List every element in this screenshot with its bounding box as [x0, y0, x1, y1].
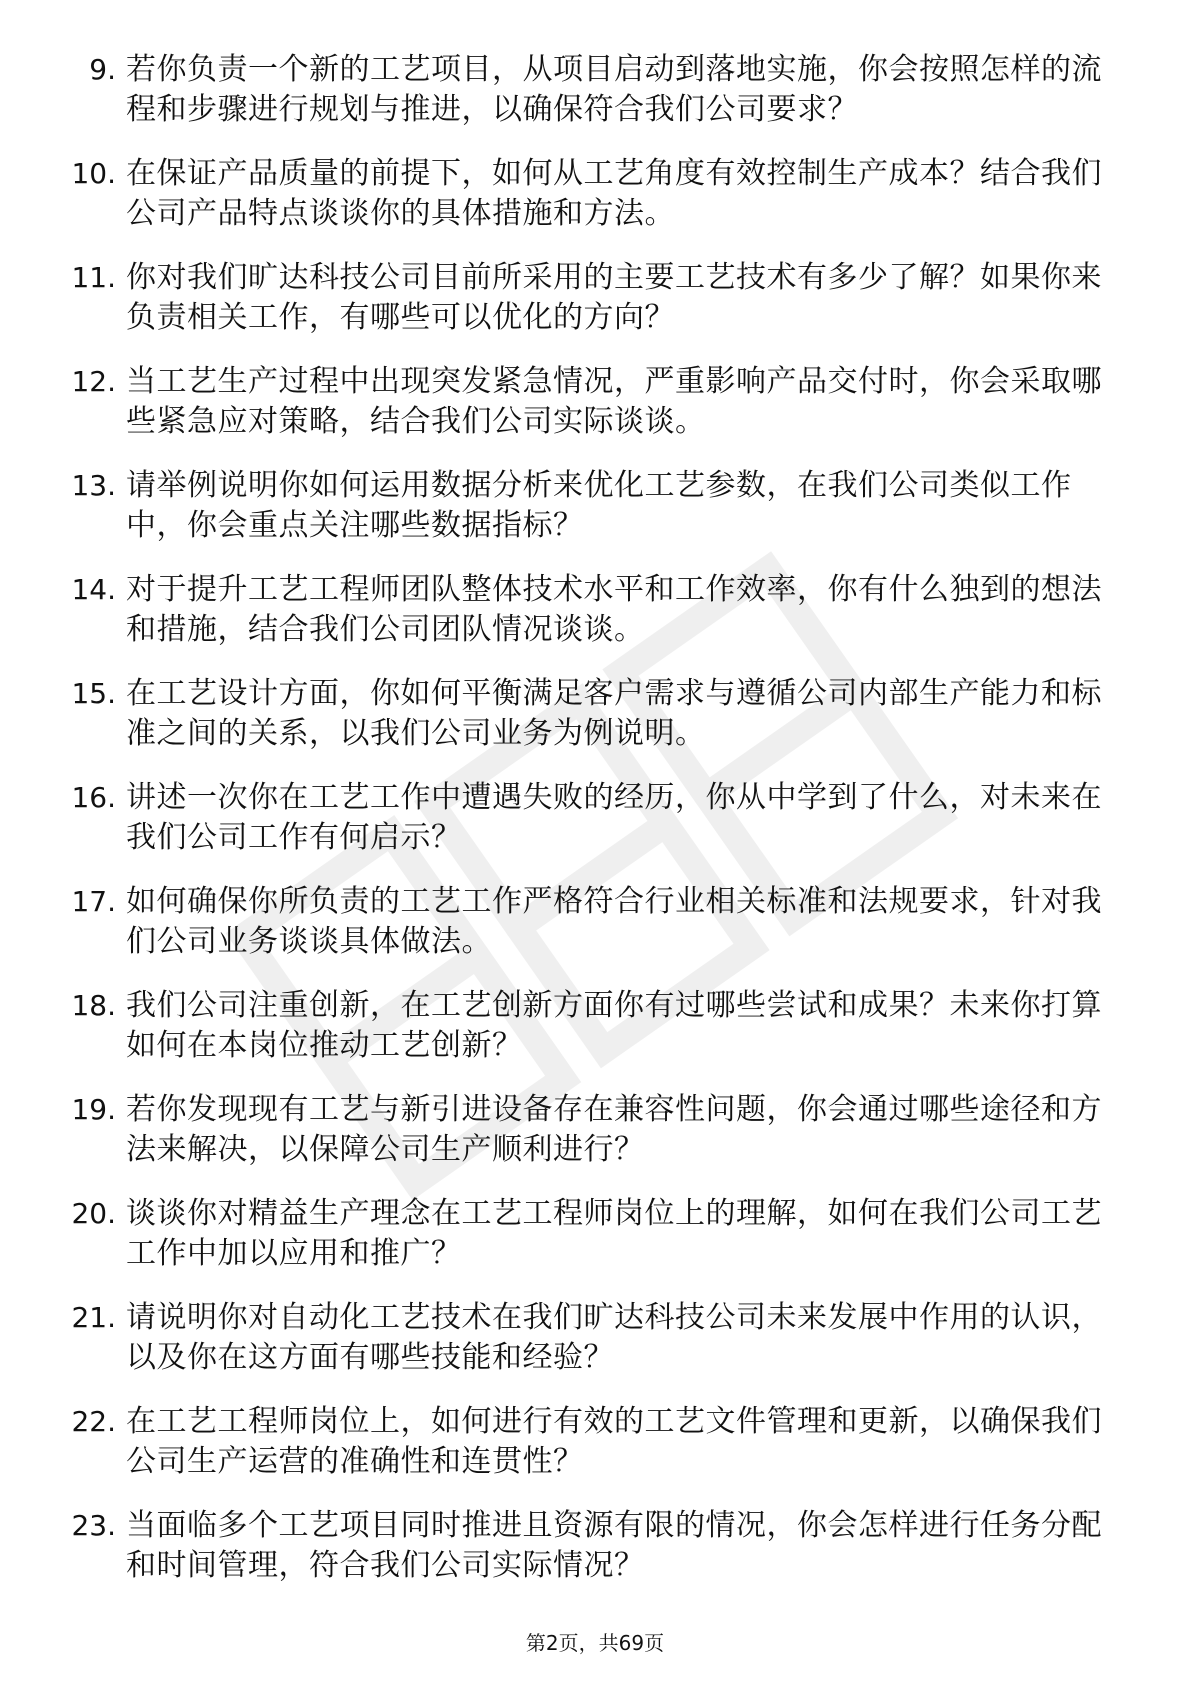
question-text: 在保证产品质量的前提下，如何从工艺角度有效控制生产成本？结合我们公司产品特点谈谈你的具体措施和方法。 — [126, 156, 1102, 231]
question-number: 12. — [71, 365, 116, 398]
question-item — [58, 986, 1128, 1090]
question-item — [58, 570, 1128, 674]
question-number: 21. — [71, 1301, 116, 1334]
question-number: 10. — [71, 157, 116, 190]
question-number: 14. — [71, 573, 116, 606]
question-text: 我们公司注重创新，在工艺创新方面你有过哪些尝试和成果？未来你打算如何在本岗位推动工艺创新？ — [126, 988, 1102, 1063]
question-item — [58, 466, 1128, 570]
page-number-label: 第2页，共69页 — [525, 1631, 665, 1655]
question-item — [58, 778, 1128, 882]
question-text: 若你负责一个新的工艺项目，从项目启动到落地实施，你会按照怎样的流程和步骤进行规划与推进，以确保符合我们公司要求？ — [126, 52, 1102, 127]
question-text: 请说明你对自动化工艺技术在我们旷达科技公司未来发展中作用的认识，以及你在这方面有哪些技能和经验？ — [126, 1300, 1102, 1375]
question-item — [58, 674, 1128, 778]
question-number: 15. — [71, 677, 116, 710]
question-text: 当面临多个工艺项目同时推进且资源有限的情况，你会怎样进行任务分配和时间管理，符合我们公司实际情况？ — [126, 1508, 1102, 1583]
question-item — [58, 362, 1128, 466]
question-text: 你对我们旷达科技公司目前所采用的主要工艺技术有多少了解？如果你来负责相关工作，有哪些可以优化的方向？ — [126, 260, 1102, 335]
question-number: 19. — [71, 1093, 116, 1126]
question-item — [58, 50, 1128, 154]
question-item — [58, 258, 1128, 362]
question-number: 13. — [71, 469, 116, 502]
question-text: 在工艺工程师岗位上，如何进行有效的工艺文件管理和更新，以确保我们公司生产运营的准确性和连贯性？ — [126, 1404, 1102, 1479]
question-item — [58, 1194, 1128, 1298]
question-item — [58, 1402, 1128, 1506]
question-number: 18. — [71, 989, 116, 1022]
question-number: 11. — [71, 261, 116, 294]
question-text: 当工艺生产过程中出现突发紧急情况，严重影响产品交付时，你会采取哪些紧急应对策略，结合我们公司实际谈谈。 — [126, 364, 1102, 439]
question-text: 如何确保你所负责的工艺工作严格符合行业相关标准和法规要求，针对我们公司业务谈谈具体做法。 — [126, 884, 1102, 959]
question-item — [58, 1298, 1128, 1402]
question-item — [58, 882, 1128, 986]
question-number: 20. — [71, 1197, 116, 1230]
question-text: 在工艺设计方面，你如何平衡满足客户需求与遵循公司内部生产能力和标准之间的关系，以我们公司业务为例说明。 — [126, 676, 1102, 751]
question-text: 请举例说明你如何运用数据分析来优化工艺参数，在我们公司类似工作中，你会重点关注哪些数据指标？ — [126, 468, 1072, 543]
question-number: 16. — [71, 781, 116, 814]
question-text: 若你发现现有工艺与新引进设备存在兼容性问题，你会通过哪些途径和方法来解决，以保障公司生产顺利进行？ — [126, 1092, 1102, 1167]
question-item — [58, 154, 1128, 258]
question-number: 22. — [71, 1405, 116, 1438]
question-text: 讲述一次你在工艺工作中遭遇失败的经历，你从中学到了什么，对未来在我们公司工作有何启示？ — [126, 780, 1102, 855]
question-number: 9. — [89, 53, 116, 86]
question-list — [58, 50, 1128, 1610]
question-text: 对于提升工艺工程师团队整体技术水平和工作效率，你有什么独到的想法和措施，结合我们公司团队情况谈谈。 — [126, 572, 1102, 647]
question-item — [58, 1090, 1128, 1194]
page-footer — [0, 1630, 1190, 1656]
question-text: 谈谈你对精益生产理念在工艺工程师岗位上的理解，如何在我们公司工艺工作中加以应用和推广？ — [126, 1196, 1102, 1271]
question-item — [58, 1506, 1128, 1610]
question-number: 17. — [71, 885, 116, 918]
question-number: 23. — [71, 1509, 116, 1542]
